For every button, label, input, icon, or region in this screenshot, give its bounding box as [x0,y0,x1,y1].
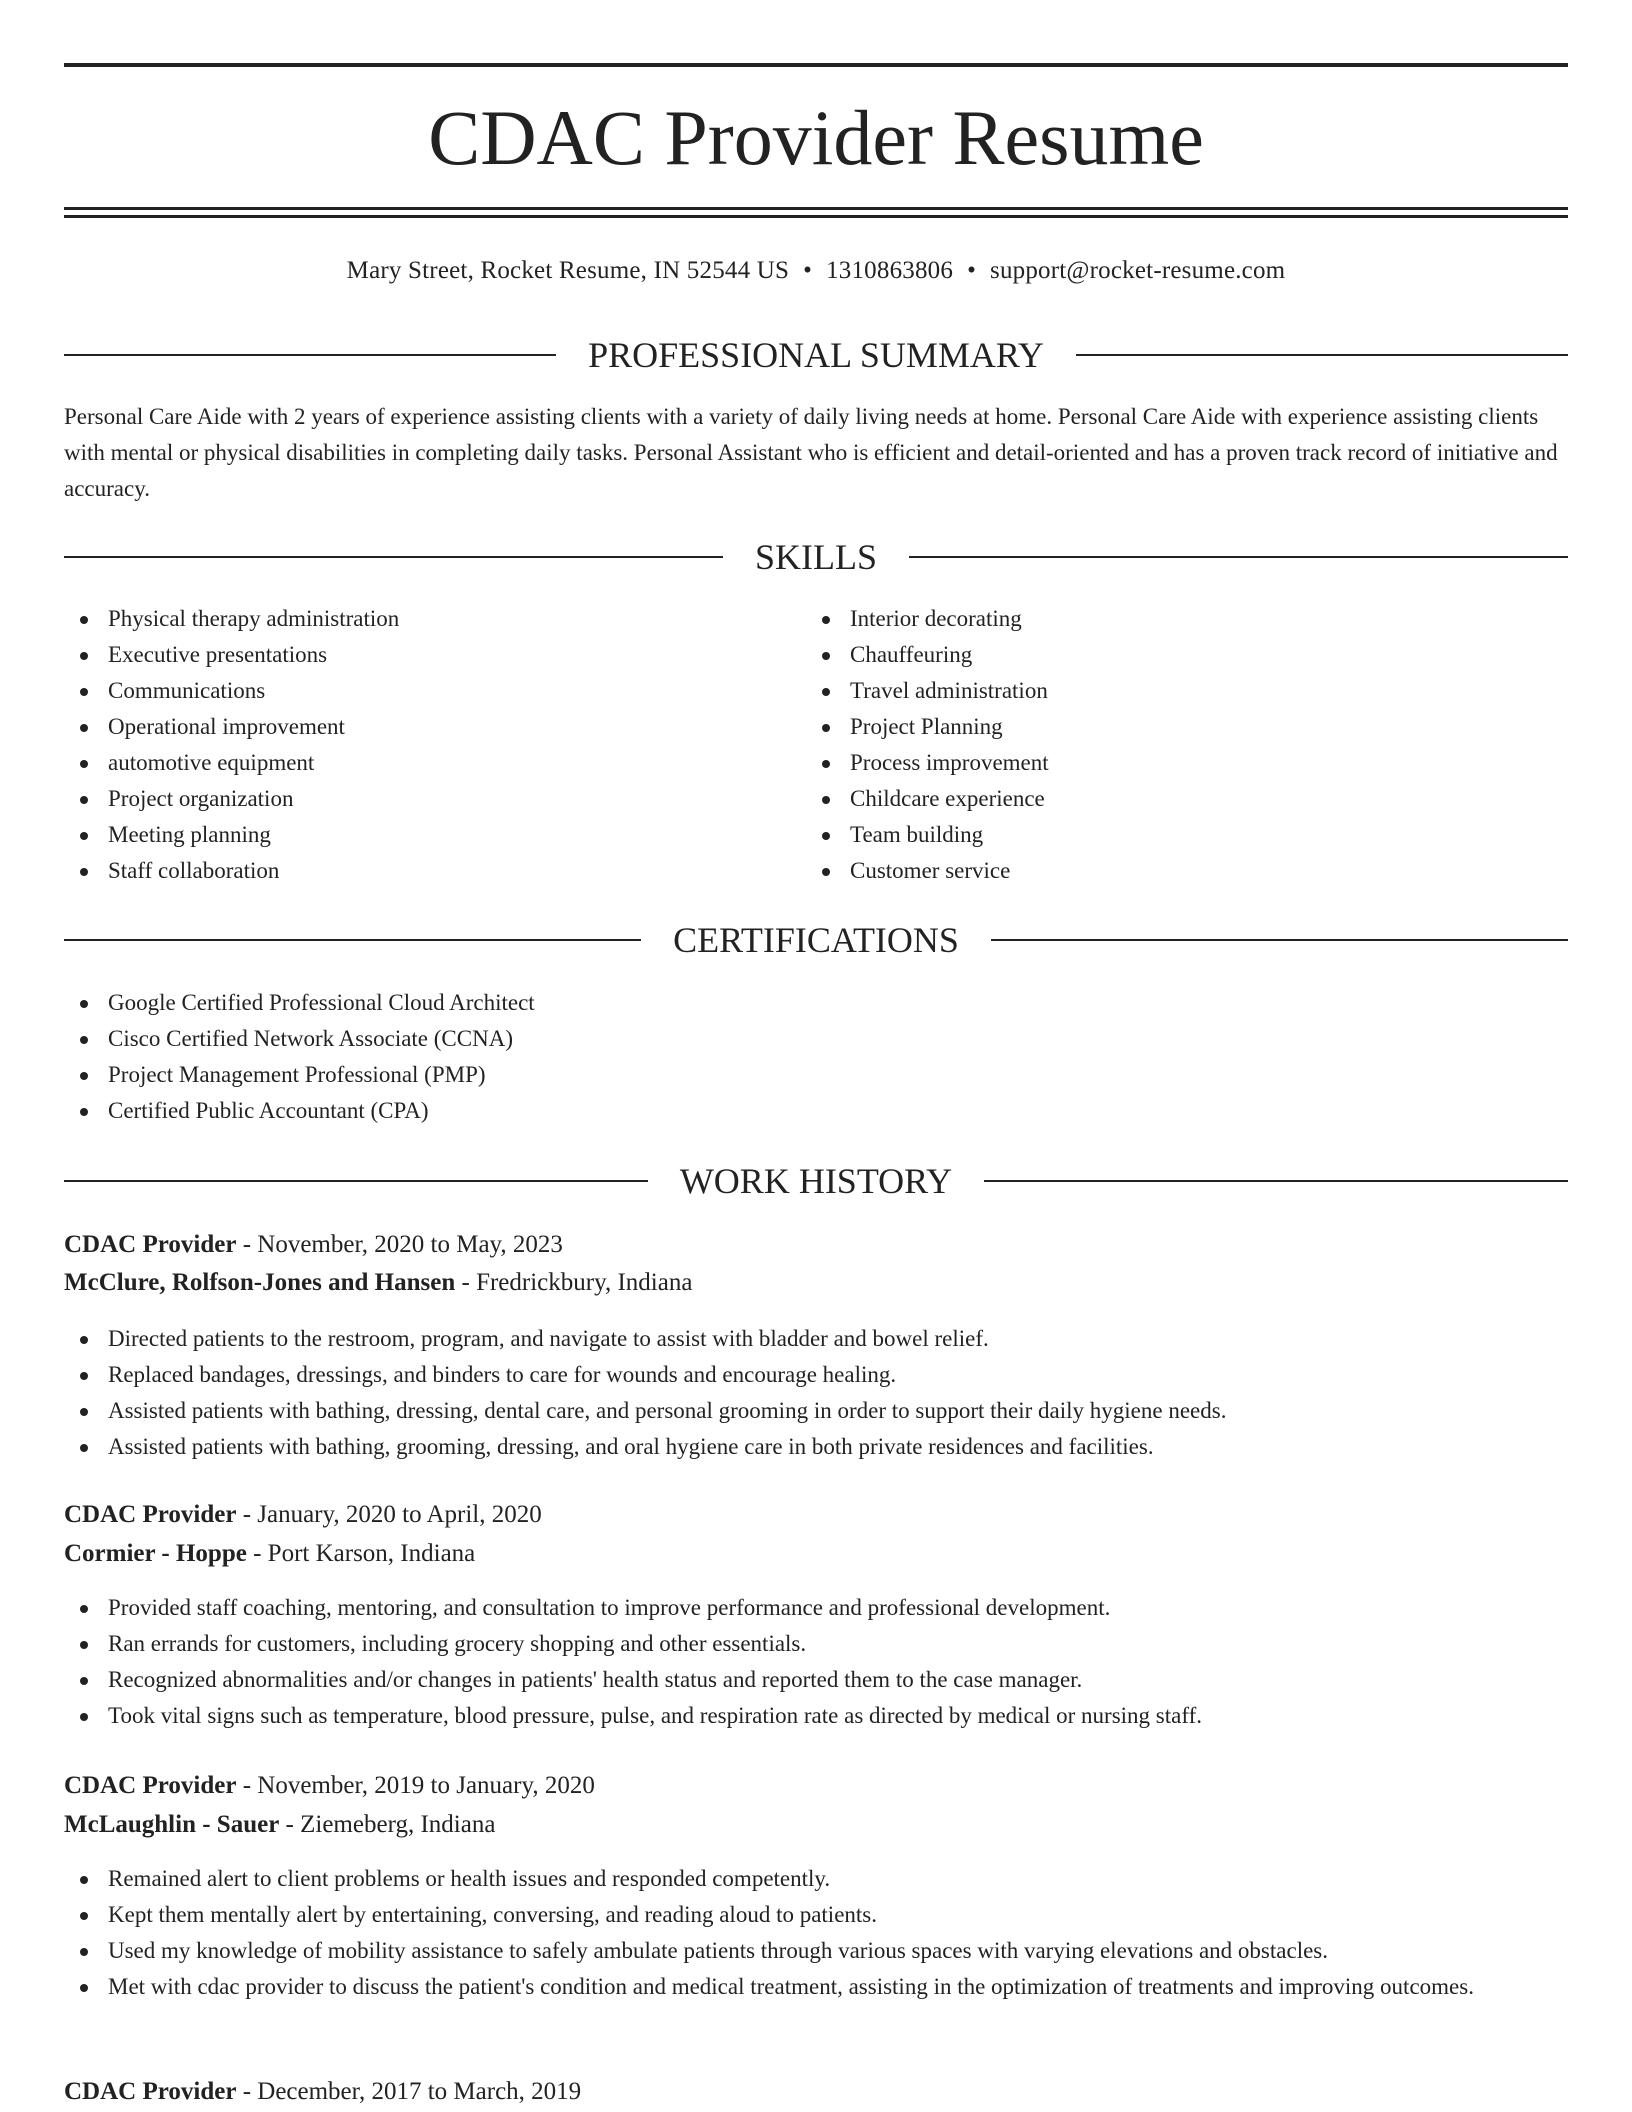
job-duty-item: Directed patients to the restroom, program, and navigate to assist with bladder and bowel relief. [64,1321,1568,1357]
separator-dot: • [967,257,977,284]
job-company-line [64,1265,1568,1301]
contact-email: support@rocket-resume.com [990,257,1286,284]
summary-text: Personal Care Aide with 2 years of experience assisting clients with a variety of daily living needs at home. Personal Care Aide with experience assisting clients with mental or physical disabilities in completing daily tasks. Personal Assistant who is efficient and detail-oriented and has a proven track record of initiative and accuracy. [64,404,1558,501]
job-duty-item: Replaced bandages, dressings, and binders to care for wounds and encourage healing. [64,1357,1568,1393]
summary-heading [64,333,1568,377]
job-location: - Fredrickbury, Indiana [455,1269,693,1296]
job-company: Cormier - Hoppe [64,1540,247,1567]
job-duty-item: Assisted patients with bathing, dressing, dental care, and personal grooming in order to support their daily hygiene needs. [64,1393,1568,1429]
work-history-heading [64,1159,1568,1203]
job-dates: - November, 2019 to January, 2020 [236,1772,595,1799]
skill-item: Communications [64,673,784,709]
job-duty-item: Used my knowledge of mobility assistance to safely ambulate patients through various spaces with varying elevations and obstacles. [64,1933,1568,1969]
certification-item: Project Management Professional (PMP) [64,1057,1464,1093]
job-dates: - November, 2020 to May, 2023 [236,1231,563,1258]
contact-phone: 1310863806 [826,257,954,284]
skill-item: Executive presentations [64,637,784,673]
job-location: - Ziemeberg, Indiana [279,1811,496,1838]
job-title-line [64,1227,1568,1263]
certification-item: Google Certified Professional Cloud Architect [64,985,1464,1021]
skill-item: automotive equipment [64,745,784,781]
title-underline-rule-2 [64,215,1568,218]
divider [1076,354,1568,356]
job-duty-item: Recognized abnormalities and/or changes in patients' health status and reported them to the case manager. [64,1662,1568,1698]
skill-item: Chauffeuring [806,637,1546,673]
certifications-list [64,985,1464,1129]
skills-list-right [806,601,1546,889]
job-duties-list [64,1861,1568,2005]
job-duty-item: Ran errands for customers, including grocery shopping and other essentials. [64,1626,1568,1662]
job-title-line [64,1768,1568,1804]
job-company-line [64,1536,1568,1572]
skill-item: Team building [806,817,1546,853]
job-duty-item: Met with cdac provider to discuss the patient's condition and medical treatment, assisting in the optimization of treatments and improving outcomes. [64,1969,1568,2005]
skills-heading [64,535,1568,579]
skill-item: Project Planning [806,709,1546,745]
job-duties-list [64,1321,1568,1465]
job-duty-item: Assisted patients with bathing, grooming, dressing, and oral hygiene care in both private residences and facilities. [64,1429,1568,1465]
job-company: McLaughlin - Sauer [64,1811,280,1838]
certifications-heading [64,918,1568,962]
skills-heading-label: SKILLS [755,537,878,577]
skill-item: Childcare experience [806,781,1546,817]
separator-dot: • [803,257,813,284]
job-title: CDAC Provider [64,1501,237,1528]
skill-item: Process improvement [806,745,1546,781]
job-duty-item: Kept them mentally alert by entertaining, conversing, and reading aloud to patients. [64,1897,1568,1933]
job-company: McClure, Rolfson-Jones and Hansen [64,1269,456,1296]
skill-item: Travel administration [806,673,1546,709]
contact-address: Mary Street, Rocket Resume, IN 52544 US [346,257,790,284]
certification-item: Cisco Certified Network Associate (CCNA) [64,1021,1464,1057]
job-duty-item: Provided staff coaching, mentoring, and consultation to improve performance and professional development. [64,1590,1568,1626]
skills-list-left [64,601,784,889]
job-title-line [64,1497,1568,1533]
divider [991,939,1568,941]
skill-item: Customer service [806,853,1546,889]
job-title: CDAC Provider [64,1772,237,1799]
skill-item: Meeting planning [64,817,784,853]
page-title: CDAC Provider Resume [428,94,1204,181]
divider [64,556,723,558]
job-duty-item: Remained alert to client problems or health issues and responded competently. [64,1861,1568,1897]
job-duties-list [64,1590,1568,1734]
skill-item: Operational improvement [64,709,784,745]
job-dates: - January, 2020 to April, 2020 [236,1501,542,1528]
divider [64,1180,648,1182]
job-duty-item: Took vital signs such as temperature, blood pressure, pulse, and respiration rate as directed by medical or nursing staff. [64,1698,1568,1734]
title-underline-rule [64,207,1568,210]
job-company-line [64,1807,1568,1843]
skill-item: Staff collaboration [64,853,784,889]
divider [64,939,641,941]
certification-item: Certified Public Accountant (CPA) [64,1093,1464,1129]
job-title: CDAC Provider [64,2078,237,2105]
contact-line [64,254,1568,288]
divider [64,354,556,356]
skill-item: Physical therapy administration [64,601,784,637]
work-history-heading-label: WORK HISTORY [679,1161,953,1201]
skill-item: Interior decorating [806,601,1546,637]
skill-item: Project organization [64,781,784,817]
summary-heading-label: PROFESSIONAL SUMMARY [588,335,1044,375]
job-dates: - December, 2017 to March, 2019 [236,2078,582,2105]
divider [984,1180,1568,1182]
certifications-heading-label: CERTIFICATIONS [673,920,959,960]
job-title-line [64,2074,1568,2110]
divider [909,556,1568,558]
top-rule [64,63,1568,67]
job-location: - Port Karson, Indiana [246,1540,476,1567]
job-title: CDAC Provider [64,1231,237,1258]
